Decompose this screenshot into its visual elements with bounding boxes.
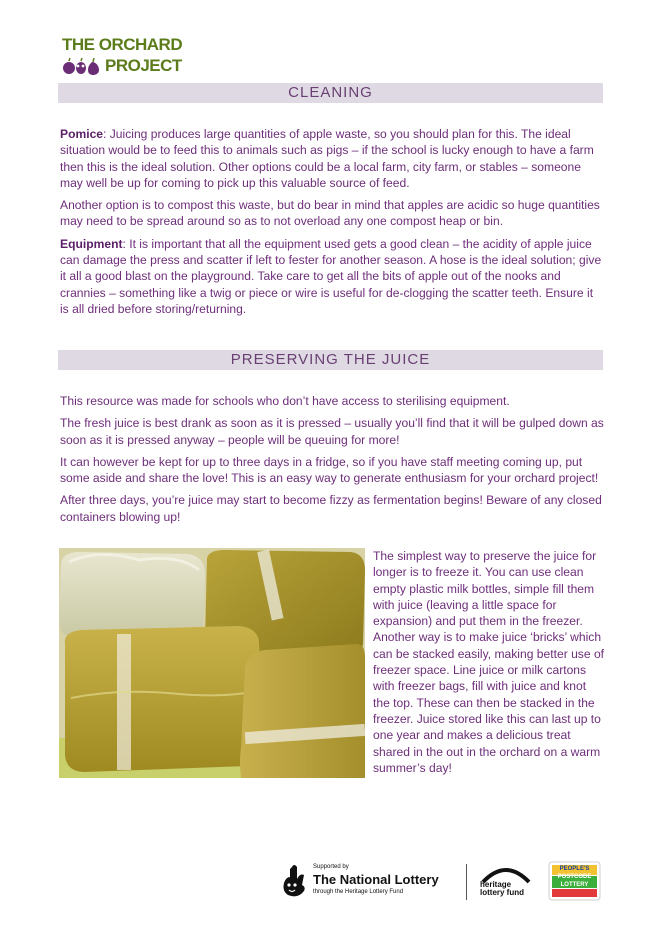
pomice-label: Pomice — [60, 127, 104, 141]
lottery-supported-by: Supported by — [313, 864, 349, 870]
lottery-name: The National Lottery — [313, 872, 439, 887]
preserving-p4: After three days, you’re juice may start to become fizzy as fermentation begins! Beware of any closed containers blowing up! — [60, 493, 602, 524]
national-lottery-crossed-fingers-icon — [280, 863, 310, 899]
ppl-line2: POSTCODE — [557, 874, 592, 880]
preserving-heading: PRESERVING THE JUICE — [58, 350, 603, 370]
logo-line1: THE ORCHARD — [62, 35, 183, 54]
freezing-text — [373, 548, 605, 776]
compost-paragraph: Another option is to compost this waste, but do bear in mind that apples are acidic so huge quantities may need to be spread around so as to not overload any one compost heap or bin. — [60, 198, 600, 229]
lottery-subtitle: through the Heritage Lottery Fund — [313, 889, 404, 895]
ppl-line3: LOTTERY — [560, 882, 589, 888]
hlf-line1: heritage — [480, 880, 512, 889]
preserving-p3: It can however be kept for up to three days in a fridge, so if you have staff meeting coming up, put some aside and share the love! This is an easy way to generate enthusiasm for your orchard project! — [60, 454, 599, 486]
logo-word: PROJECT — [105, 56, 182, 75]
preserving-p1: This resource was made for schools who don’t have access to sterilising equipment. — [60, 394, 510, 408]
fruit-icons — [62, 56, 106, 76]
cleaning-text — [60, 126, 605, 323]
heritage-lottery-fund-text — [480, 881, 524, 897]
frozen-juice-bricks-photo — [59, 548, 365, 778]
freezing-paragraph: The simplest way to preserve the juice for longer is to freeze it. You can use clean empty plastic milk bottles, simple fill them with juice (leaving a little space for expansion) and put them in the freezer. Another way is to make juice ‘bricks’ which can be stacked easily, making better use of freezer space. Line juice or milk cartons with freezer bags, fill with juice and knot the top. These can then be stacked in the freezer. Juice stored like this can last up to one year and makes a delicious treat shared in the out in the orchard on a warm summer’s day! — [373, 549, 605, 775]
pomice-paragraph — [60, 126, 605, 191]
orchard-project-logo — [62, 36, 182, 80]
hlf-line2: lottery fund — [480, 888, 524, 897]
footer-divider — [466, 864, 467, 900]
preserving-p2: The fresh juice is best drank as soon as it is pressed – usually you’ll find that it will be gulped down as soon as it is pressed anyway – people will be queuing for more! — [60, 416, 604, 447]
equipment-text: : It is important that all the equipment used gets a good clean – the acidity of apple juice can damage the press and scatter if left to fester for another season. A hose is the ideal solution; give it all a good blast on the playground. Take care to get all the bits of apple out of the nooks and crannies – something like a twig or piece or wire is useful for de-clogging the scatter teeth. Ensure it is all dried before storing/returning. — [60, 236, 602, 316]
equipment-label: Equipment — [60, 236, 123, 251]
ppl-line1: PEOPLE'S — [559, 866, 590, 872]
cleaning-heading: CLEANING — [58, 83, 603, 103]
preserving-text — [60, 393, 605, 531]
peoples-postcode-lottery-text — [553, 866, 596, 889]
sponsor-logos — [276, 855, 606, 907]
equipment-paragraph — [60, 236, 605, 317]
pomice-text: : Juicing produces large quantities of apple waste, so you should plan for this. The ideal situation would be to feed this to animals such as pigs – if the school is lucky enough to have a farm then this is the ideal solution. Other options could be a local farm, city farm, or stables – someone may well be up for coming to pick up this valuable source of feed. — [60, 127, 594, 190]
juice-bricks-illustration — [59, 548, 365, 778]
